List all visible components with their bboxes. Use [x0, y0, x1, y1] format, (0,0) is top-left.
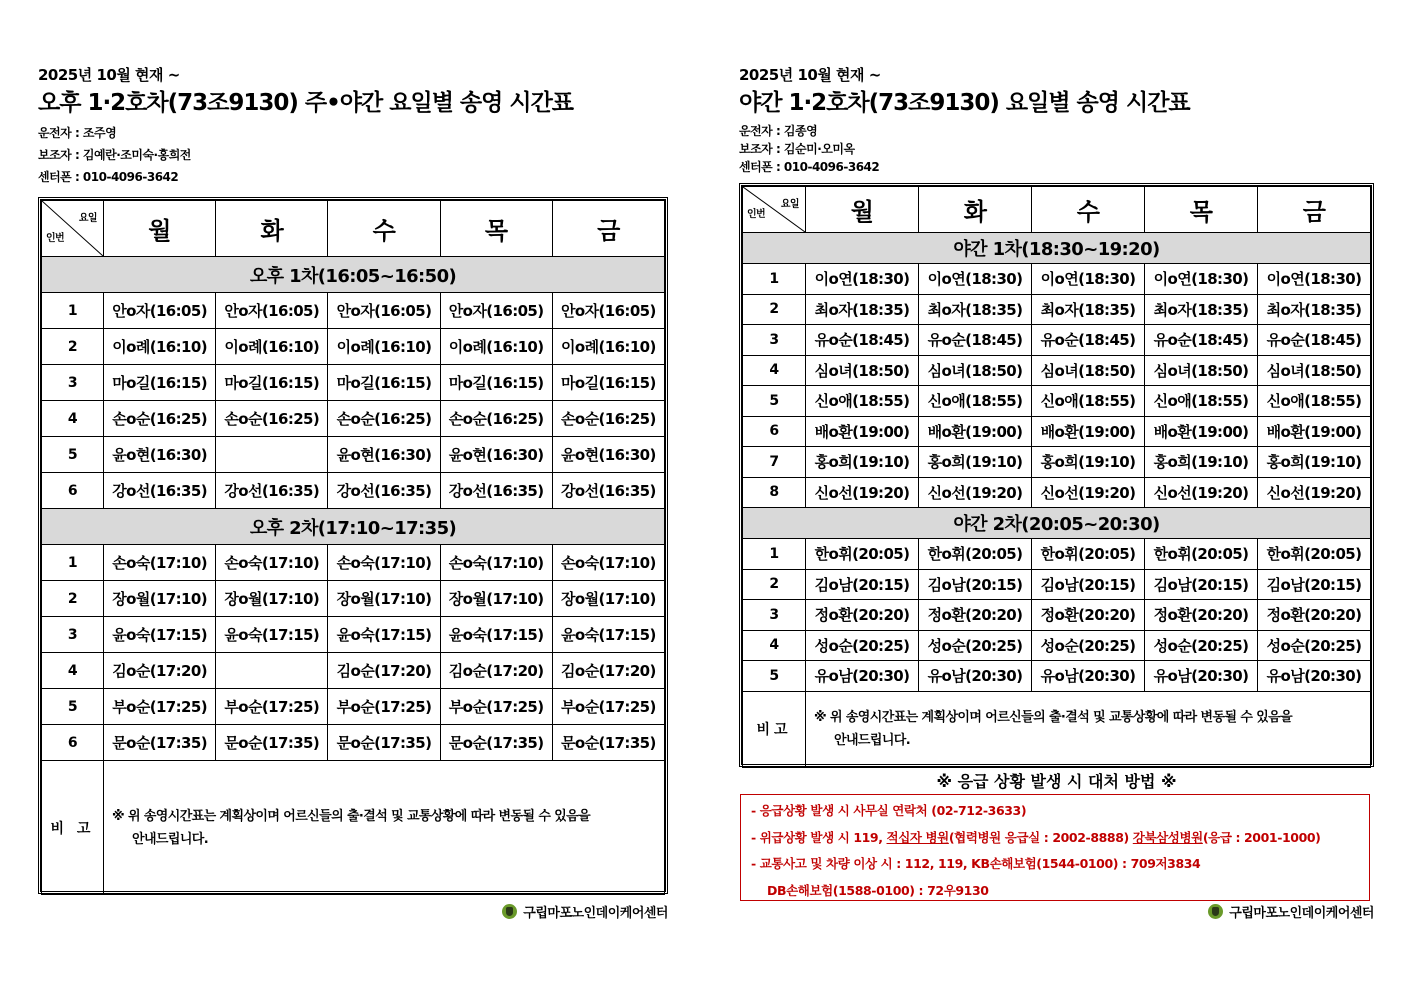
- passenger-cell: 김o남(20:15): [1032, 569, 1145, 600]
- schedule-table: [739, 183, 1374, 767]
- passenger-cell: 김o순(17:20): [328, 653, 440, 689]
- passenger-cell: 신o애(18:55): [806, 386, 919, 417]
- seat-number: 8: [743, 477, 806, 508]
- passenger-cell: 문o순(17:35): [328, 725, 440, 761]
- passenger-cell: 윤o숙(17:15): [552, 617, 664, 653]
- passenger-cell: 심o녀(18:50): [1032, 355, 1145, 386]
- passenger-cell: 심o녀(18:50): [1145, 355, 1258, 386]
- passenger-cell: 손o숙(17:10): [328, 545, 440, 581]
- table-row: [42, 365, 665, 401]
- passenger-cell: 마o길(16:15): [216, 365, 328, 401]
- afternoon-schedule-panel: [38, 64, 668, 921]
- passenger-cell: 손o순(16:25): [104, 401, 216, 437]
- seat-number: 5: [42, 689, 104, 725]
- passenger-cell: 최o자(18:35): [1032, 294, 1145, 325]
- section-label: 야간 2차(20:05~20:30): [743, 508, 1371, 539]
- passenger-cell: 성o순(20:25): [1032, 630, 1145, 661]
- passenger-cell: 성o순(20:25): [1258, 630, 1371, 661]
- passenger-cell: 손o순(16:25): [328, 401, 440, 437]
- table-row: [743, 569, 1371, 600]
- center-name: 구립마포노인데이케어센터: [523, 906, 668, 921]
- passenger-cell: 문o순(17:35): [104, 725, 216, 761]
- header-row: [743, 187, 1371, 233]
- passenger-cell: 신o애(18:55): [919, 386, 1032, 417]
- passenger-cell: 신o선(19:20): [806, 477, 919, 508]
- day-header: 월: [806, 187, 919, 233]
- passenger-cell: 홍o희(19:10): [806, 447, 919, 478]
- passenger-cell: 심o녀(18:50): [806, 355, 919, 386]
- passenger-cell: 마o길(16:15): [104, 365, 216, 401]
- passenger-cell: 배o환(19:00): [1032, 416, 1145, 447]
- seat-number: 1: [743, 264, 806, 295]
- passenger-cell: 윤o현(16:30): [552, 437, 664, 473]
- effective-date: 2025년 10월 현재 ~: [38, 66, 180, 84]
- passenger-cell: 홍o희(19:10): [919, 447, 1032, 478]
- passenger-cell: 김o순(17:20): [552, 653, 664, 689]
- passenger-cell: 이o연(18:30): [1145, 264, 1258, 295]
- page-title: 오후 1·2호차(73조9130) 주•야간 요일별 송영 시간표: [38, 90, 574, 116]
- seat-number: 5: [42, 437, 104, 473]
- seat-number: 5: [743, 386, 806, 417]
- assistant-info: 보조자 : 김예란·조미숙·홍희전: [38, 148, 191, 162]
- table-row: [743, 294, 1371, 325]
- passenger-cell: 이o례(16:10): [104, 329, 216, 365]
- passenger-cell: 유o순(18:45): [1032, 325, 1145, 356]
- center-phone: 센터폰 : 010-4096-3642: [38, 170, 179, 184]
- day-header: 화: [216, 201, 328, 257]
- table-row: [42, 653, 665, 689]
- note-label: 비고: [743, 691, 806, 767]
- table-row: [743, 355, 1371, 386]
- passenger-cell: 마o길(16:15): [552, 365, 664, 401]
- passenger-cell: 장o월(17:10): [440, 581, 552, 617]
- passenger-cell: 김o남(20:15): [919, 569, 1032, 600]
- passenger-cell: 김o남(20:15): [1145, 569, 1258, 600]
- seat-number: 7: [743, 447, 806, 478]
- seat-number: 1: [42, 293, 104, 329]
- passenger-cell: 한o휘(20:05): [1032, 539, 1145, 570]
- corner-cell: [42, 201, 104, 257]
- passenger-cell: 윤o현(16:30): [440, 437, 552, 473]
- section-header-row: [743, 508, 1371, 539]
- staff-info: [38, 122, 668, 188]
- passenger-cell: 안o자(16:05): [328, 293, 440, 329]
- seat-number: 2: [42, 329, 104, 365]
- seat-number: 4: [743, 630, 806, 661]
- emergency-line-office: - 응급상황 발생 시 사무실 연락처 (02-712-3633): [751, 803, 1027, 818]
- passenger-cell: 강o선(16:35): [552, 473, 664, 509]
- seat-number: 6: [42, 473, 104, 509]
- passenger-cell: 유o순(18:45): [806, 325, 919, 356]
- passenger-cell: 장o월(17:10): [552, 581, 664, 617]
- corner-label-number: 인번: [46, 233, 65, 244]
- passenger-cell: 부o순(17:25): [216, 689, 328, 725]
- emergency-line-hospital: - 위급상황 발생 시 119, 적십자 병원(협력병원 응급실 : 2002-8888) 강북삼성병원(응급 : 2001-1000): [751, 829, 1321, 845]
- passenger-cell: 부o순(17:25): [328, 689, 440, 725]
- passenger-cell: 홍o희(19:10): [1032, 447, 1145, 478]
- passenger-cell: 장o월(17:10): [216, 581, 328, 617]
- schedule-table: [38, 197, 668, 894]
- passenger-cell: 윤o현(16:30): [104, 437, 216, 473]
- passenger-cell: [216, 653, 328, 689]
- section-label: 오후 1차(16:05~16:50): [42, 257, 665, 293]
- note-row: [42, 761, 665, 895]
- passenger-cell: 손o숙(17:10): [552, 545, 664, 581]
- passenger-cell: 유o순(18:45): [1145, 325, 1258, 356]
- seat-number: 5: [743, 661, 806, 692]
- table-row: [743, 539, 1371, 570]
- table-row: [743, 477, 1371, 508]
- table-row: [42, 473, 665, 509]
- table-row: [42, 293, 665, 329]
- passenger-cell: 배o환(19:00): [806, 416, 919, 447]
- passenger-cell: 손o숙(17:10): [104, 545, 216, 581]
- corner-cell: [743, 187, 806, 233]
- passenger-cell: 마o길(16:15): [440, 365, 552, 401]
- page-title: 야간 1·2호차(73조9130) 요일별 송영 시간표: [739, 90, 1190, 116]
- passenger-cell: 성o순(20:25): [806, 630, 919, 661]
- passenger-cell: 유o순(18:45): [919, 325, 1032, 356]
- passenger-cell: 김o순(17:20): [440, 653, 552, 689]
- passenger-cell: 손o순(16:25): [440, 401, 552, 437]
- passenger-cell: 강o선(16:35): [104, 473, 216, 509]
- seat-number: 2: [743, 569, 806, 600]
- night-schedule-panel: [739, 64, 1374, 921]
- table-row: [743, 386, 1371, 417]
- header-row: [42, 201, 665, 257]
- passenger-cell: 정o환(20:20): [1032, 600, 1145, 631]
- passenger-cell: 이o례(16:10): [440, 329, 552, 365]
- seat-number: 6: [743, 416, 806, 447]
- passenger-cell: 김o남(20:15): [1258, 569, 1371, 600]
- center-logo-icon: [1208, 904, 1223, 919]
- passenger-cell: 장o월(17:10): [328, 581, 440, 617]
- passenger-cell: 한o휘(20:05): [806, 539, 919, 570]
- day-header: 화: [919, 187, 1032, 233]
- section-header-row: [743, 233, 1371, 264]
- driver-info: 운전자 : 김종영: [739, 124, 818, 138]
- seat-number: 3: [743, 325, 806, 356]
- passenger-cell: 이o례(16:10): [216, 329, 328, 365]
- note-text: ※ 위 송영시간표는 계획상이며 어르신들의 출·결석 및 교통상황에 따라 변동될 수 있음을 안내드립니다.: [104, 761, 665, 895]
- corner-label-day: 요일: [78, 213, 97, 224]
- table-row: [42, 617, 665, 653]
- table-row: [42, 329, 665, 365]
- day-header: 금: [552, 201, 664, 257]
- passenger-cell: 손o순(16:25): [216, 401, 328, 437]
- passenger-cell: 한o휘(20:05): [919, 539, 1032, 570]
- passenger-cell: 한o휘(20:05): [1145, 539, 1258, 570]
- emergency-line-insurance: DB손해보험(1588-0100) : 72우9130: [767, 882, 989, 898]
- passenger-cell: 이o례(16:10): [552, 329, 664, 365]
- passenger-cell: 신o선(19:20): [919, 477, 1032, 508]
- passenger-cell: 최o자(18:35): [1145, 294, 1258, 325]
- table-row: [743, 661, 1371, 692]
- staff-info: [739, 122, 1374, 176]
- table-row: [743, 600, 1371, 631]
- passenger-cell: 마o길(16:15): [328, 365, 440, 401]
- section-header-row: [42, 509, 665, 545]
- passenger-cell: 강o선(16:35): [440, 473, 552, 509]
- passenger-cell: 정o환(20:20): [1258, 600, 1371, 631]
- passenger-cell: 신o선(19:20): [1258, 477, 1371, 508]
- assistant-info: 보조자 : 김순미·오미옥: [739, 142, 855, 156]
- center-footer: [1208, 902, 1374, 921]
- passenger-cell: 심o녀(18:50): [1258, 355, 1371, 386]
- passenger-cell: 심o녀(18:50): [919, 355, 1032, 386]
- passenger-cell: 문o순(17:35): [552, 725, 664, 761]
- seat-number: 1: [42, 545, 104, 581]
- center-name: 구립마포노인데이케어센터: [1229, 906, 1374, 921]
- seat-number: 4: [743, 355, 806, 386]
- table-row: [42, 689, 665, 725]
- passenger-cell: 장o월(17:10): [104, 581, 216, 617]
- passenger-cell: 유o남(20:30): [1258, 661, 1371, 692]
- table-row: [42, 581, 665, 617]
- passenger-cell: 안o자(16:05): [104, 293, 216, 329]
- center-footer: [502, 902, 668, 921]
- seat-number: 6: [42, 725, 104, 761]
- passenger-cell: 강o선(16:35): [328, 473, 440, 509]
- passenger-cell: 윤o숙(17:15): [328, 617, 440, 653]
- passenger-cell: 손o숙(17:10): [440, 545, 552, 581]
- passenger-cell: 안o자(16:05): [440, 293, 552, 329]
- section-label: 야간 1차(18:30~19:20): [743, 233, 1371, 264]
- emergency-line-traffic: - 교통사고 및 차량 이상 시 : 112, 119, KB손해보험(1544-0100) : 709저3834: [751, 856, 1201, 871]
- passenger-cell: 안o자(16:05): [216, 293, 328, 329]
- passenger-cell: 유o남(20:30): [1032, 661, 1145, 692]
- passenger-cell: 손o숙(17:10): [216, 545, 328, 581]
- table-row: [743, 447, 1371, 478]
- passenger-cell: 홍o희(19:10): [1258, 447, 1371, 478]
- emergency-title: ※ 응급 상황 발생 시 대처 방법 ※: [936, 772, 1177, 791]
- seat-number: 3: [42, 617, 104, 653]
- seat-number: 2: [743, 294, 806, 325]
- passenger-cell: 이o연(18:30): [1032, 264, 1145, 295]
- passenger-cell: 성o순(20:25): [1145, 630, 1258, 661]
- table-row: [42, 437, 665, 473]
- passenger-cell: 김o남(20:15): [806, 569, 919, 600]
- seat-number: 3: [743, 600, 806, 631]
- day-header: 목: [1145, 187, 1258, 233]
- table-row: [42, 545, 665, 581]
- seat-number: 4: [42, 653, 104, 689]
- table-row: [743, 630, 1371, 661]
- passenger-cell: 문o순(17:35): [440, 725, 552, 761]
- passenger-cell: 부o순(17:25): [440, 689, 552, 725]
- section-label: 오후 2차(17:10~17:35): [42, 509, 665, 545]
- note-text: ※ 위 송영시간표는 계획상이며 어르신들의 출·결석 및 교통상황에 따라 변동될 수 있음을 안내드립니다.: [806, 691, 1371, 767]
- passenger-cell: 안o자(16:05): [552, 293, 664, 329]
- day-header: 목: [440, 201, 552, 257]
- corner-label-day: 요일: [780, 199, 799, 210]
- passenger-cell: 부o순(17:25): [104, 689, 216, 725]
- passenger-cell: 배o환(19:00): [1145, 416, 1258, 447]
- passenger-cell: 성o순(20:25): [919, 630, 1032, 661]
- table-row: [42, 401, 665, 437]
- passenger-cell: 신o애(18:55): [1032, 386, 1145, 417]
- hospital-link-redcross[interactable]: 적십자 병원: [886, 829, 949, 845]
- passenger-cell: 신o선(19:20): [1145, 477, 1258, 508]
- passenger-cell: 신o애(18:55): [1258, 386, 1371, 417]
- passenger-cell: 강o선(16:35): [216, 473, 328, 509]
- passenger-cell: 이o연(18:30): [1258, 264, 1371, 295]
- passenger-cell: 최o자(18:35): [919, 294, 1032, 325]
- passenger-cell: 유o순(18:45): [1258, 325, 1371, 356]
- day-header: 수: [1032, 187, 1145, 233]
- passenger-cell: 배o환(19:00): [919, 416, 1032, 447]
- passenger-cell: 윤o숙(17:15): [440, 617, 552, 653]
- passenger-cell: 신o애(18:55): [1145, 386, 1258, 417]
- passenger-cell: 이o연(18:30): [919, 264, 1032, 295]
- corner-label-number: 인번: [747, 209, 766, 220]
- note-row: [743, 691, 1371, 767]
- day-header: 수: [328, 201, 440, 257]
- table-row: [743, 264, 1371, 295]
- passenger-cell: 이o례(16:10): [328, 329, 440, 365]
- passenger-cell: [216, 437, 328, 473]
- center-logo-icon: [502, 904, 517, 919]
- passenger-cell: 정o환(20:20): [919, 600, 1032, 631]
- passenger-cell: 문o순(17:35): [216, 725, 328, 761]
- passenger-cell: 부o순(17:25): [552, 689, 664, 725]
- passenger-cell: 정o환(20:20): [806, 600, 919, 631]
- effective-date: 2025년 10월 현재 ~: [739, 66, 881, 84]
- table-row: [743, 325, 1371, 356]
- emergency-procedures-box: [740, 794, 1370, 901]
- table-row: [743, 416, 1371, 447]
- hospital-link-kangbuk-samsung[interactable]: 강북삼성병원: [1132, 829, 1203, 845]
- passenger-cell: 유o남(20:30): [919, 661, 1032, 692]
- day-header: 월: [104, 201, 216, 257]
- passenger-cell: 이o연(18:30): [806, 264, 919, 295]
- note-label: 비 고: [42, 761, 104, 895]
- passenger-cell: 윤o숙(17:15): [216, 617, 328, 653]
- passenger-cell: 배o환(19:00): [1258, 416, 1371, 447]
- passenger-cell: 유o남(20:30): [806, 661, 919, 692]
- center-phone: 센터폰 : 010-4096-3642: [739, 160, 880, 174]
- passenger-cell: 유o남(20:30): [1145, 661, 1258, 692]
- passenger-cell: 홍o희(19:10): [1145, 447, 1258, 478]
- passenger-cell: 최o자(18:35): [806, 294, 919, 325]
- seat-number: 4: [42, 401, 104, 437]
- section-header-row: [42, 257, 665, 293]
- seat-number: 1: [743, 539, 806, 570]
- passenger-cell: 윤o숙(17:15): [104, 617, 216, 653]
- table-row: [42, 725, 665, 761]
- passenger-cell: 한o휘(20:05): [1258, 539, 1371, 570]
- passenger-cell: 윤o현(16:30): [328, 437, 440, 473]
- passenger-cell: 최o자(18:35): [1258, 294, 1371, 325]
- driver-info: 운전자 : 조주영: [38, 126, 117, 140]
- passenger-cell: 신o선(19:20): [1032, 477, 1145, 508]
- seat-number: 2: [42, 581, 104, 617]
- passenger-cell: 손o순(16:25): [552, 401, 664, 437]
- passenger-cell: 김o순(17:20): [104, 653, 216, 689]
- seat-number: 3: [42, 365, 104, 401]
- passenger-cell: 정o환(20:20): [1145, 600, 1258, 631]
- day-header: 금: [1258, 187, 1371, 233]
